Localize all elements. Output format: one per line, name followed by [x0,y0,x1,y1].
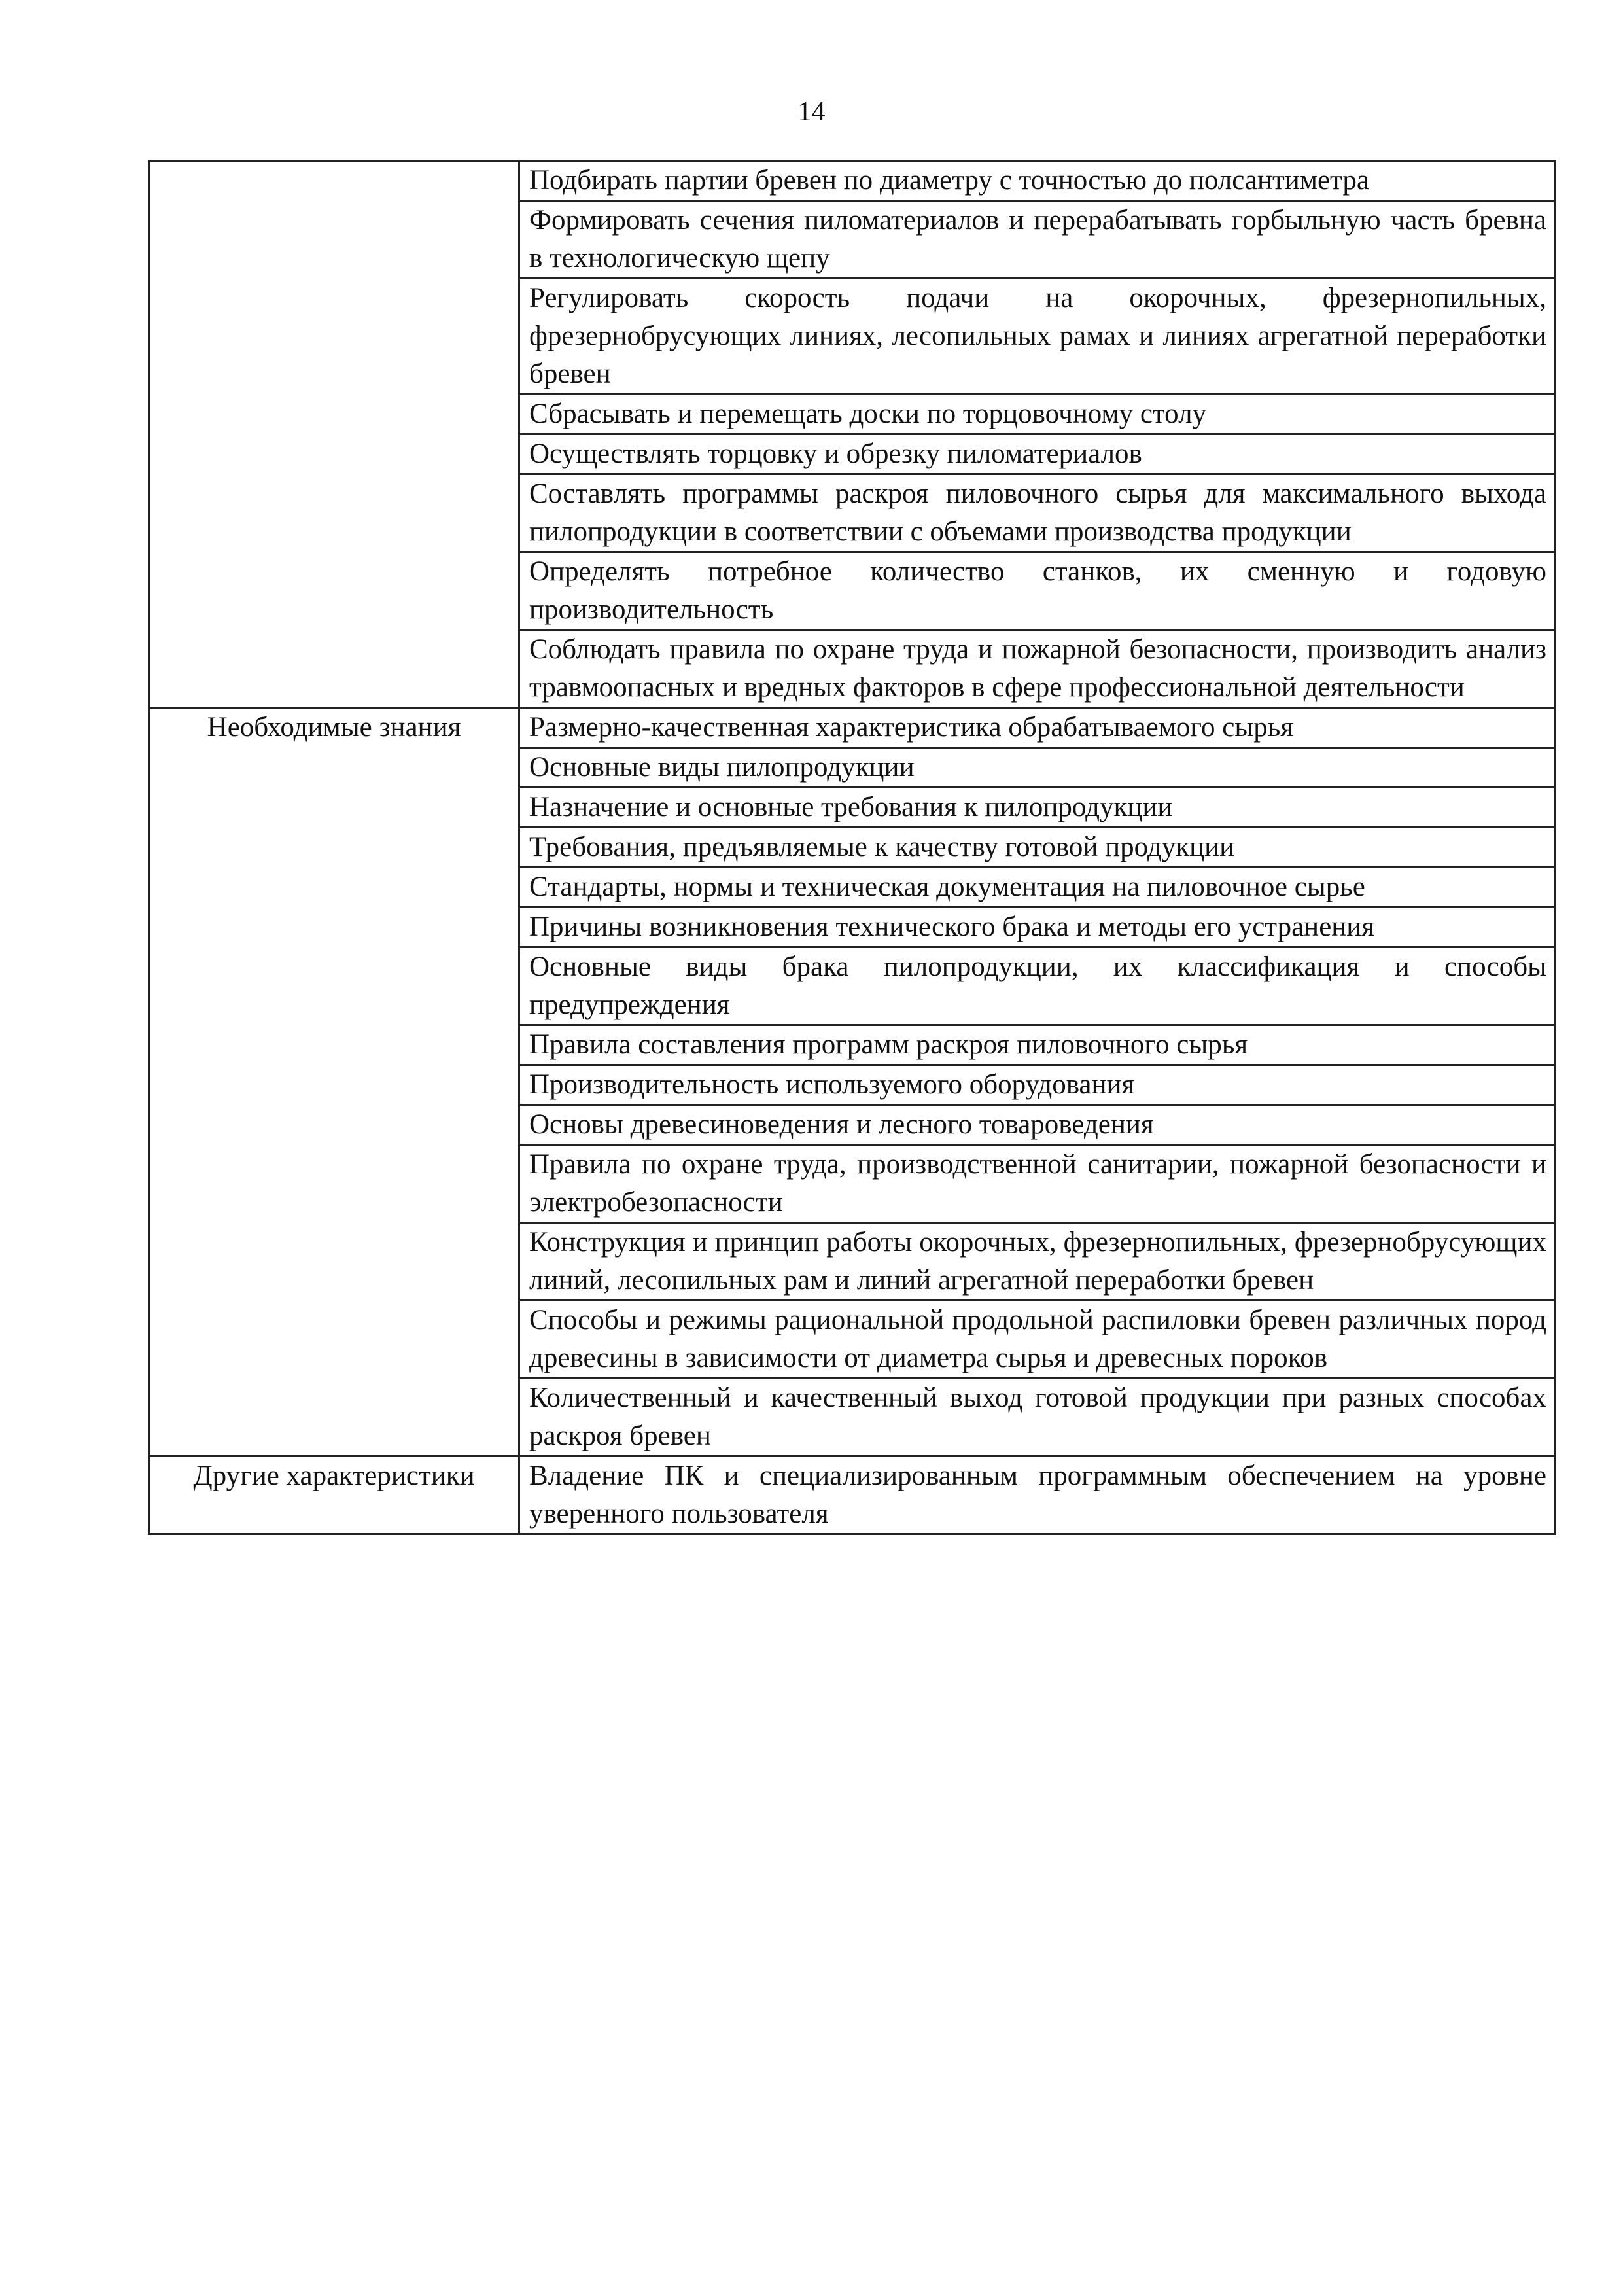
requirement-item: Регулировать скорость подачи на окорочных, фрезернопильных, фрезернобрусующих линиях, лесопильных рамах и линиях агрегатной переработки бревен [519,279,1556,395]
section-label: Необходимые знания [149,708,519,1457]
page-number: 14 [797,97,826,127]
requirements-table-body [149,161,1556,1534]
requirement-item: Стандарты, нормы и техническая документация на пиловочное сырье [519,868,1556,908]
requirement-item: Определять потребное количество станков, их сменную и годовую производительность [519,552,1556,630]
requirement-item: Способы и режимы рациональной продольной распиловки бревен различных пород древесины в зависимости от диаметра сырья и древесных пороков [519,1301,1556,1379]
requirements-table [148,160,1556,1535]
requirement-item: Основные виды брака пилопродукции, их классификация и способы предупреждения [519,947,1556,1025]
table-row [149,708,1556,748]
requirement-item: Соблюдать правила по охране труда и пожарной безопасности, производить анализ травмоопасных и вредных факторов в сфере профессиональной деятельности [519,630,1556,708]
table-row [149,161,1556,201]
requirement-item: Формировать сечения пиломатериалов и перерабатывать горбыльную часть бревна в технологическую щепу [519,201,1556,279]
requirement-item: Причины возникновения технического брака и методы его устранения [519,908,1556,947]
requirement-item: Осуществлять торцовку и обрезку пиломатериалов [519,434,1556,474]
requirement-item: Правила составления программ раскроя пиловочного сырья [519,1025,1556,1065]
section-label [149,161,519,708]
table-row [149,1457,1556,1534]
section-label: Другие характеристики [149,1457,519,1534]
requirement-item: Производительность используемого оборудования [519,1065,1556,1105]
requirement-item: Составлять программы раскроя пиловочного сырья для максимального выхода пилопродукции в соответствии с объемами производства продукции [519,474,1556,552]
requirement-item: Требования, предъявляемые к качеству готовой продукции [519,828,1556,868]
requirement-item: Владение ПК и специализированным программным обеспечением на уровне уверенного пользователя [519,1457,1556,1534]
requirement-item: Размерно-качественная характеристика обрабатываемого сырья [519,708,1556,748]
requirement-item: Количественный и качественный выход готовой продукции при разных способах раскроя бревен [519,1379,1556,1457]
requirement-item: Конструкция и принцип работы окорочных, фрезернопильных, фрезернобрусующих линий, лесопильных рам и линий агрегатной переработки бревен [519,1223,1556,1301]
requirement-item: Основы древесиноведения и лесного товароведения [519,1105,1556,1145]
requirement-item: Основные виды пилопродукции [519,748,1556,788]
requirement-item: Правила по охране труда, производственной санитарии, пожарной безопасности и электробезопасности [519,1145,1556,1223]
requirement-item: Подбирать партии бревен по диаметру с точностью до полсантиметра [519,161,1556,201]
requirement-item: Сбрасывать и перемещать доски по торцовочному столу [519,395,1556,434]
requirement-item: Назначение и основные требования к пилопродукции [519,788,1556,828]
